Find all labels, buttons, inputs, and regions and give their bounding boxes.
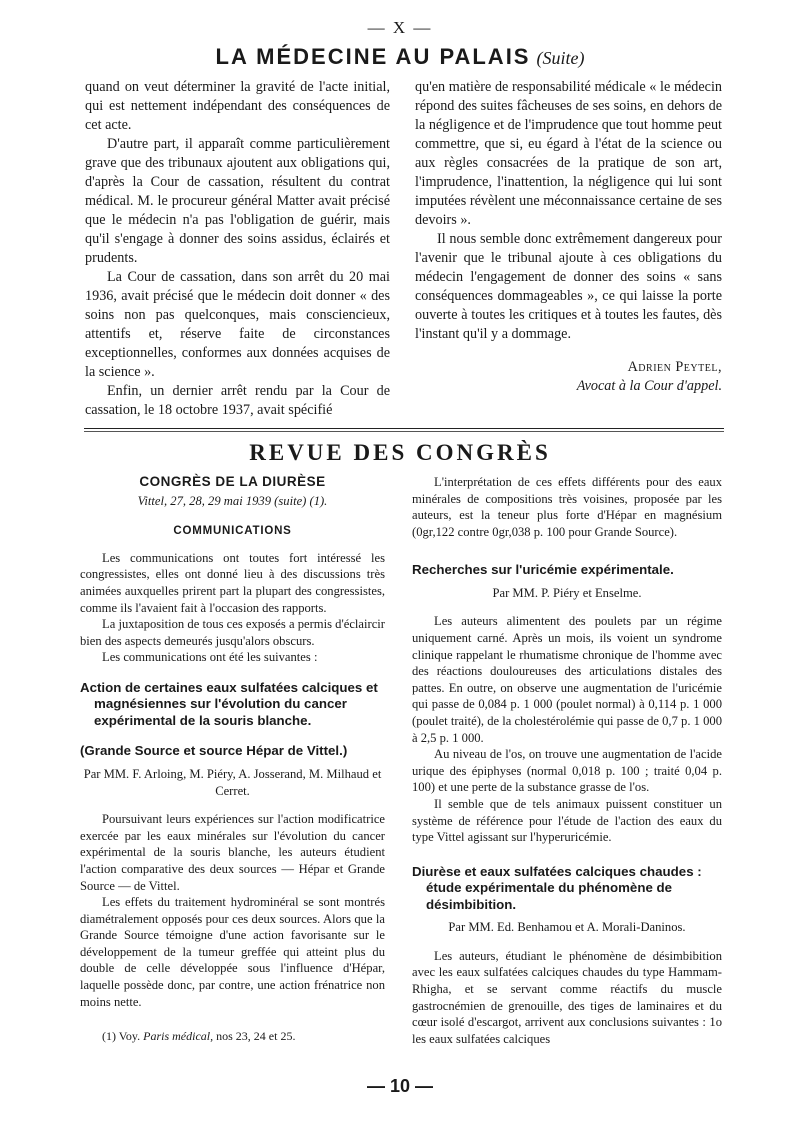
paragraph: L'interprétation de ces effets différents pour des eaux minérales de compositions très voisines, proposée par les auteurs, est la teneur plus forte d'Hépar en magnésium (0gr,122 contre 0gr,038 p. 100 pour Grande Source). bbox=[412, 475, 722, 539]
paragraph: Les auteurs, étudiant le phénomène de désimbibition avec les eaux sulfatées calciques chaudes du type Hammam-Rhigha, et se servant comme réactifs du muscle gastrocnémien de grenouille, des tiges de laminaires et du cœur isolé d'escargot, arrivent aux conclusions suivantes : 1o les eaux sulfatées calciques bbox=[412, 948, 722, 1046]
footnote-prefix: (1) Voy. bbox=[102, 1029, 144, 1044]
article-authors: Par MM. F. Arloing, M. Piéry, A. Josserand, M. Milhaud et Cerret. bbox=[83, 766, 382, 798]
section-divider-thin bbox=[84, 431, 724, 432]
paragraph: Les auteurs alimentent des poulets par un régime uniquement carné. Après un mois, ils voient un syndrome clinique rappelant le rhumatisme chronique de l'homme avec des réactions douloureuses des articulations distales des pattes. En outre, on observe une augmentation de l'uricémie qui passe de 0,084 p. 1 000 (poulet normal) à 0,114 p. 1 000 (poulet traité), de la cholestérolémie qui passe de 0,7 p. 1 000 à 2,5 p. 1 000. bbox=[412, 614, 722, 745]
revue-title: REVUE DES CONGRÈS bbox=[249, 440, 551, 465]
footnote bbox=[80, 1028, 385, 1045]
article-authors: Par MM. P. Piéry et Enselme. bbox=[492, 585, 642, 600]
paragraph: Les effets du traitement hydrominéral se sont montrés diamétralement opposés pour ces deux sources. Alors que la Grande Source témoigne d'une action favorisante sur le développement de la tumeur greffée qui atteint plus du double de celle développée sous l'influence d'Hépar, laquelle possède donc, par contre, une action frénatrice non moins nette. bbox=[80, 895, 385, 1009]
communications-heading: COMMUNICATIONS bbox=[173, 525, 292, 538]
paragraph: qu'en matière de responsabilité médicale « le médecin répond des suites fâcheuses de ses soins, en dehors de la négligence et de l'imprudence que tout homme peut commettre, que si, eu égard à l'état de la science ou aux règles consacrées de la pratique de son art, l'imprudence, l'inattention, la négligence qui lui sont imputées révèlent une méconnaissance certaine de ses devoirs ». bbox=[415, 79, 722, 228]
article-column-left bbox=[85, 78, 390, 420]
paragraph: Il nous semble donc extrêmement dangereux pour l'avenir que le tribunal ajoute à ces obligations du médecin l'engagement de donner des soins « sans conséquences dommageables », ce qui laisse la porte ouverte à toutes les critiques et à toutes les fautes, dès l'instant qu'il y a dommage. bbox=[415, 231, 722, 342]
article-column-right bbox=[415, 78, 722, 396]
signature-block bbox=[415, 358, 722, 396]
section-title bbox=[0, 44, 800, 70]
paragraph: Les communications ont toutes fort intéressé les congressistes, elles ont donné lieu à des discussions très animées auxquelles prirent part la plupart des congressistes, comme ils l'avaient fait à l'occasion des rapports. bbox=[80, 550, 385, 615]
paragraph: Les communications ont été les suivantes : bbox=[102, 650, 318, 665]
article-heading: Recherches sur l'uricémie expérimentale. bbox=[412, 562, 674, 578]
article-heading: Diurèse et eaux sulfatées calciques chaudes : étude expérimentale du phénomène de désimbibition. bbox=[412, 863, 702, 912]
roman-page-marker: — X — bbox=[367, 18, 433, 37]
section-title-suite: (Suite) bbox=[536, 48, 585, 68]
revue-column-right bbox=[412, 474, 722, 1047]
paragraph: quand on veut déterminer la gravité de l'acte initial, qui est nettement indépendant des conséquences de cet acte. bbox=[85, 79, 390, 133]
article-heading: Action de certaines eaux sulfatées calciques et magnésiennes sur l'évolution du cancer expérimental de la souris blanche. bbox=[80, 679, 378, 728]
footnote-journal: Paris médical, bbox=[143, 1029, 214, 1044]
section-title-text: LA MÉDECINE AU PALAIS bbox=[215, 44, 531, 69]
paragraph: La juxtaposition de tous ces exposés a permis d'éclaircir bien des aspects demeurés jusqu'alors obscurs. bbox=[80, 617, 385, 648]
paragraph: Enfin, un dernier arrêt rendu par la Cour de cassation, le 18 octobre 1937, avait spécifié bbox=[85, 383, 390, 418]
author-role: Avocat à la Cour d'appel. bbox=[576, 378, 722, 394]
paragraph: Au niveau de l'os, on trouve une augmentation de l'acide urique des épiphyses (normal 0,018 p. 100 ; traité 0,04 p. 100) et une perte de la substance grasse de l'os. bbox=[412, 747, 722, 795]
paragraph: La Cour de cassation, dans son arrêt du 20 mai 1936, avait précisé que le médecin doit donner « des soins non pas quelconques, mais consciencieux, attentifs et, réserve faite de circonstances exceptionnelles, conformes aux données acquises de la science ». bbox=[85, 269, 390, 380]
revue-column-left bbox=[80, 474, 385, 1045]
paragraph: D'autre part, il apparaît comme particulièrement grave que des tribunaux ajoutent aux obligations qui, d'après la Cour de cassation, résultent du contrat médical. M. le procureur général Matter avait précisé que le médecin n'a pas l'obligation de guérir, mais qu'il s'engage à donner des soins assidus, éclairés et prudents. bbox=[85, 136, 390, 266]
paragraph: Poursuivant leurs expériences sur l'action modificatrice exercée par les eaux minérales sur l'évolution du cancer expérimental de la souris blanche, les auteurs étudient l'action comparative des deux sources — Hépar et Grande Source — de Vittel. bbox=[80, 812, 385, 893]
footnote-suffix: nos 23, 24 et 25. bbox=[213, 1029, 296, 1044]
paragraph: Il semble que de tels animaux puissent constituer un système de référence pour l'étude de l'action des eaux du type Vittel agissant sur l'hyperuricémie. bbox=[412, 797, 722, 845]
congress-dates: Vittel, 27, 28, 29 mai 1939 (suite) (1). bbox=[137, 493, 328, 508]
author-name: Adrien Peytel, bbox=[627, 359, 722, 375]
congress-heading: CONGRÈS DE LA DIURÈSE bbox=[139, 474, 326, 489]
section-divider bbox=[84, 428, 724, 429]
page-number: — 10 — bbox=[366, 1076, 434, 1096]
article-subheading: (Grande Source et source Hépar de Vittel.) bbox=[80, 743, 348, 759]
article-authors: Par MM. Ed. Benhamou et A. Morali-Daninos. bbox=[448, 920, 686, 935]
